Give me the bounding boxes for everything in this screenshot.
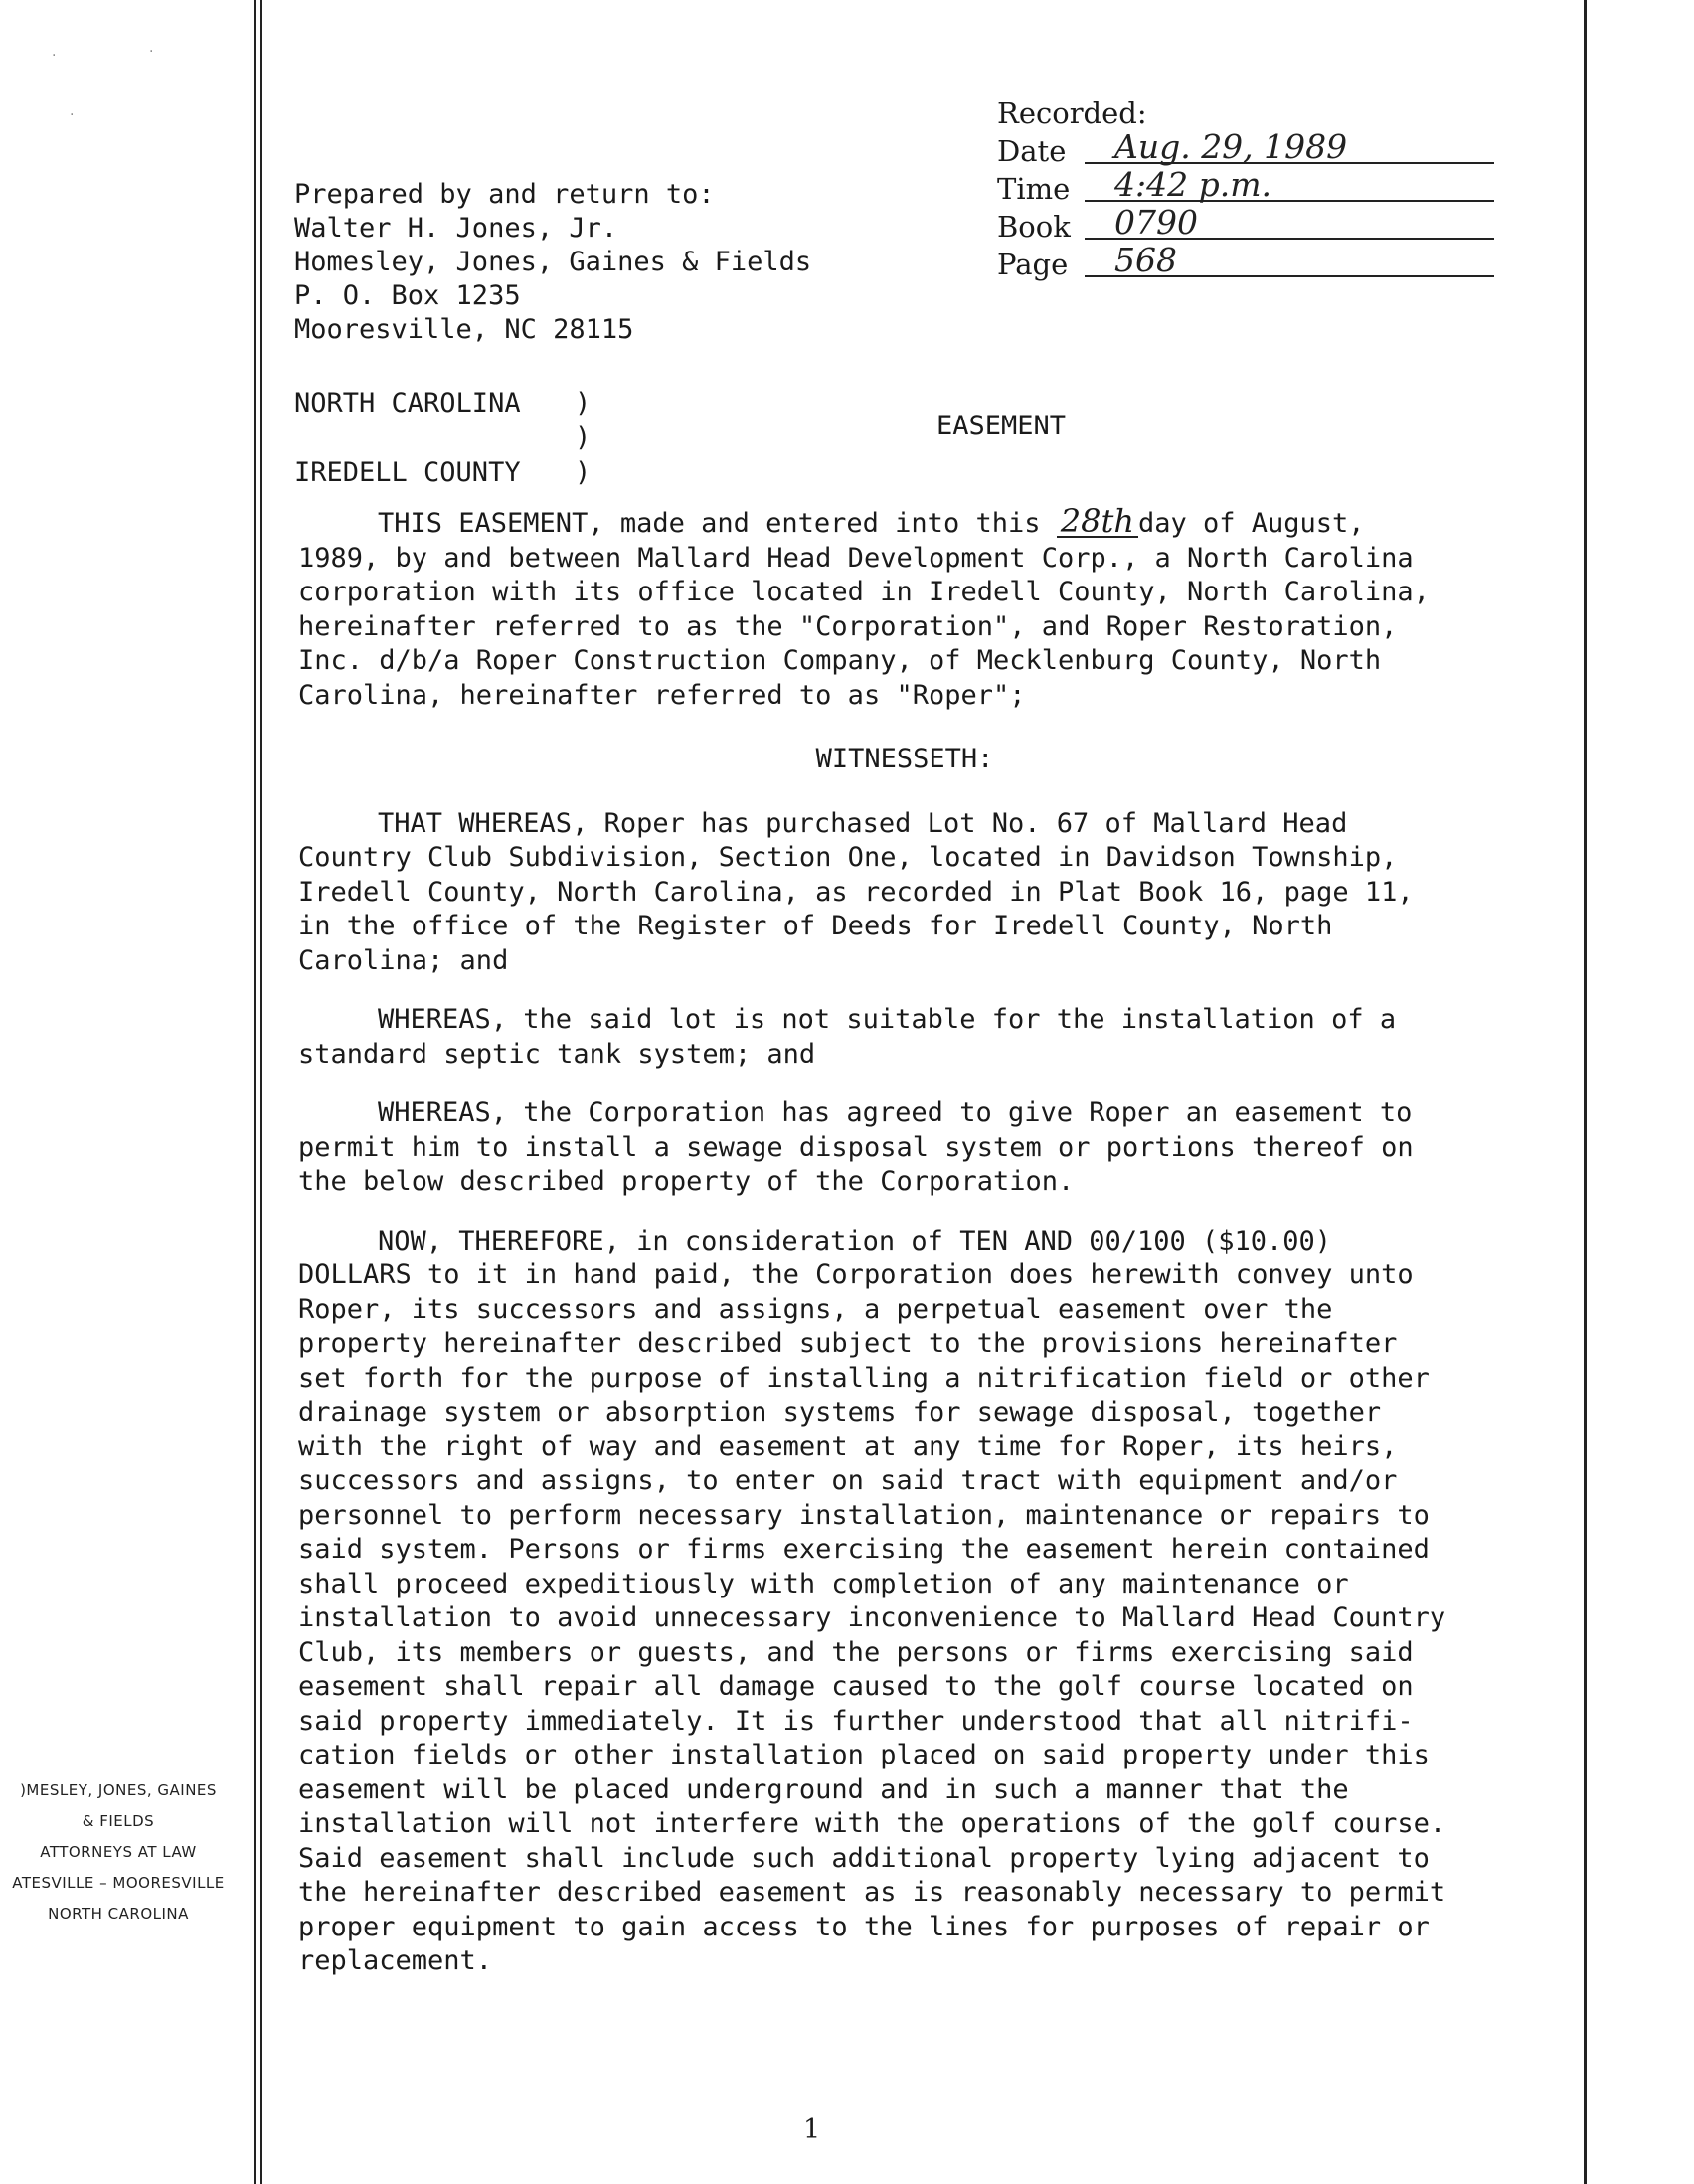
- intro-lead: THIS EASEMENT, made and entered into this: [378, 508, 1041, 539]
- prepared-line: Walter H. Jones, Jr.: [294, 213, 618, 244]
- text-line: personnel to perform necessary installation, maintenance or repairs to: [298, 1499, 1430, 1531]
- page-number: 1: [803, 2114, 821, 2145]
- firm-line: NORTH CAROLINA: [48, 1905, 189, 1923]
- scan-speck: ·: [149, 44, 154, 60]
- text-line: Roper, its successors and assigns, a perpetual easement over the: [298, 1293, 1333, 1325]
- text-line: Country Club Subdivision, Section One, located in Davidson Township,: [298, 842, 1398, 873]
- recording-stamp: [997, 94, 1494, 283]
- jurisdiction-caption: [294, 386, 591, 490]
- stamp-value: Aug. 29, 1989: [1114, 127, 1348, 166]
- text-line: the below described property of the Corporation.: [298, 1166, 1075, 1197]
- intro-paragraph: [298, 502, 1491, 713]
- stamp-label: Time: [997, 172, 1071, 206]
- stamp-label: Date: [997, 134, 1067, 168]
- text-line: set forth for the purpose of installing a nitrification field or other: [298, 1362, 1430, 1394]
- text-line: easement shall repair all damage caused to the golf course located on: [298, 1671, 1414, 1702]
- intro-line1-rest: day of August,: [1137, 508, 1365, 539]
- binding-rule-left-inner: [260, 0, 262, 2184]
- text-line: corporation with its office located in Iredell County, North Carolina,: [298, 577, 1430, 607]
- prepared-line: P. O. Box 1235: [294, 280, 521, 311]
- text-line: Said easement shall include such additional property lying adjacent to: [298, 1842, 1430, 1874]
- text-line: property hereinafter described subject to the provisions hereinafter: [298, 1328, 1398, 1359]
- text-line: hereinafter referred to as the "Corporation", and Roper Restoration,: [298, 610, 1398, 642]
- text-line: 1989, by and between Mallard Head Development Corp., a North Carolina: [298, 542, 1414, 574]
- text-line: Inc. d/b/a Roper Construction Company, of Mecklenburg County, North: [298, 645, 1382, 676]
- prepared-line: Prepared by and return to:: [294, 179, 715, 210]
- witnesseth-heading: WITNESSETH:: [815, 744, 994, 774]
- caption-paren: ): [575, 422, 592, 453]
- text-line: proper equipment to gain access to the lines for purposes of repair or: [298, 1911, 1430, 1942]
- caption-paren: ): [575, 457, 592, 488]
- stamp-row-book: [997, 203, 1494, 246]
- recital-paragraph: [298, 1096, 1491, 1200]
- text-line: the hereinafter described easement as is reasonably necessary to permit: [298, 1877, 1446, 1908]
- prepared-line: Mooresville, NC 28115: [294, 314, 634, 345]
- text-line: THAT WHEREAS, Roper has purchased Lot No. 67 of Mallard Head: [378, 807, 1348, 839]
- document-body: [298, 502, 1491, 1979]
- binding-rule-right: [1584, 0, 1587, 2184]
- stamp-label: Book: [997, 210, 1071, 244]
- grant-paragraph: [298, 1225, 1491, 1979]
- recital-paragraph: [298, 807, 1491, 979]
- firm-line: ATTORNEYS AT LAW: [40, 1843, 197, 1861]
- scan-speck: ·: [52, 48, 57, 64]
- document-title: EASEMENT: [936, 411, 1067, 441]
- text-line: Carolina, hereinafter referred to as "Roper";: [298, 679, 1026, 711]
- text-line: standard septic tank system; and: [298, 1038, 816, 1070]
- stamp-value: 0790: [1114, 203, 1198, 242]
- prepared-by-block: [294, 178, 811, 347]
- text-line: Iredell County, North Carolina, as recorded in Plat Book 16, page 11,: [298, 876, 1414, 908]
- caption-name: [294, 420, 575, 455]
- text-line: said system. Persons or firms exercising the easement herein contained: [298, 1534, 1430, 1565]
- text-line: replacement.: [298, 1945, 493, 1976]
- prepared-line: Homesley, Jones, Gaines & Fields: [294, 247, 812, 277]
- firm-margin-block: [0, 1775, 237, 1930]
- caption-line: [294, 455, 591, 490]
- stamp-label: Page: [997, 248, 1069, 281]
- text-line: WHEREAS, the said lot is not suitable for the installation of a: [378, 1004, 1397, 1035]
- text-line: installation will not interfere with the operations of the golf course.: [298, 1808, 1446, 1839]
- text-line: installation to avoid unnecessary inconvenience to Mallard Head Country: [298, 1602, 1446, 1633]
- stamp-row-time: [997, 165, 1494, 208]
- text-line: with the right of way and easement at any time for Roper, its heirs,: [298, 1430, 1398, 1462]
- firm-line: )MESLEY, JONES, GAINES: [20, 1781, 217, 1799]
- firm-line: ATESVILLE – MOORESVILLE: [12, 1874, 225, 1892]
- caption-line: [294, 386, 591, 420]
- text-line: NOW, THEREFORE, in consideration of TEN AND 00/100 ($10.00): [378, 1225, 1332, 1257]
- text-line: [298, 502, 1491, 542]
- caption-line: [294, 420, 591, 455]
- text-line: cation fields or other installation placed on said property under this: [298, 1740, 1430, 1770]
- caption-name: IREDELL COUNTY: [294, 457, 521, 488]
- text-line: in the office of the Register of Deeds for Iredell County, North: [298, 911, 1333, 941]
- caption-paren: ): [575, 388, 592, 419]
- caption-name: NORTH CAROLINA: [294, 388, 521, 419]
- text-line: permit him to install a sewage disposal system or portions thereof on: [298, 1131, 1414, 1163]
- text-line: Club, its members or guests, and the persons or firms exercising said: [298, 1636, 1414, 1668]
- text-line: easement will be placed underground and in such a manner that the: [298, 1773, 1349, 1805]
- text-line: WHEREAS, the Corporation has agreed to give Roper an easement to: [378, 1097, 1413, 1128]
- stamp-title: Recorded:: [997, 96, 1147, 130]
- firm-line: & FIELDS: [82, 1812, 155, 1830]
- text-line: said property immediately. It is further understood that all nitrifi-: [298, 1705, 1414, 1737]
- binding-rule-left: [254, 0, 256, 2184]
- stamp-value: 568: [1114, 241, 1177, 279]
- text-line: Carolina; and: [298, 944, 509, 976]
- text-line: successors and assigns, to enter on said tract with equipment and/or: [298, 1465, 1398, 1496]
- stamp-row-page: [997, 241, 1494, 283]
- text-line: DOLLARS to it in hand paid, the Corporation does herewith convey unto: [298, 1260, 1414, 1290]
- text-line: drainage system or absorption systems for sewage disposal, together: [298, 1397, 1382, 1428]
- text-line: shall proceed expeditiously with completion of any maintenance or: [298, 1568, 1349, 1599]
- scan-speck: ·: [70, 107, 75, 123]
- handwritten-day: 28th: [1057, 506, 1138, 538]
- recital-paragraph: [298, 1003, 1491, 1072]
- stamp-value: 4:42 p.m.: [1114, 165, 1271, 204]
